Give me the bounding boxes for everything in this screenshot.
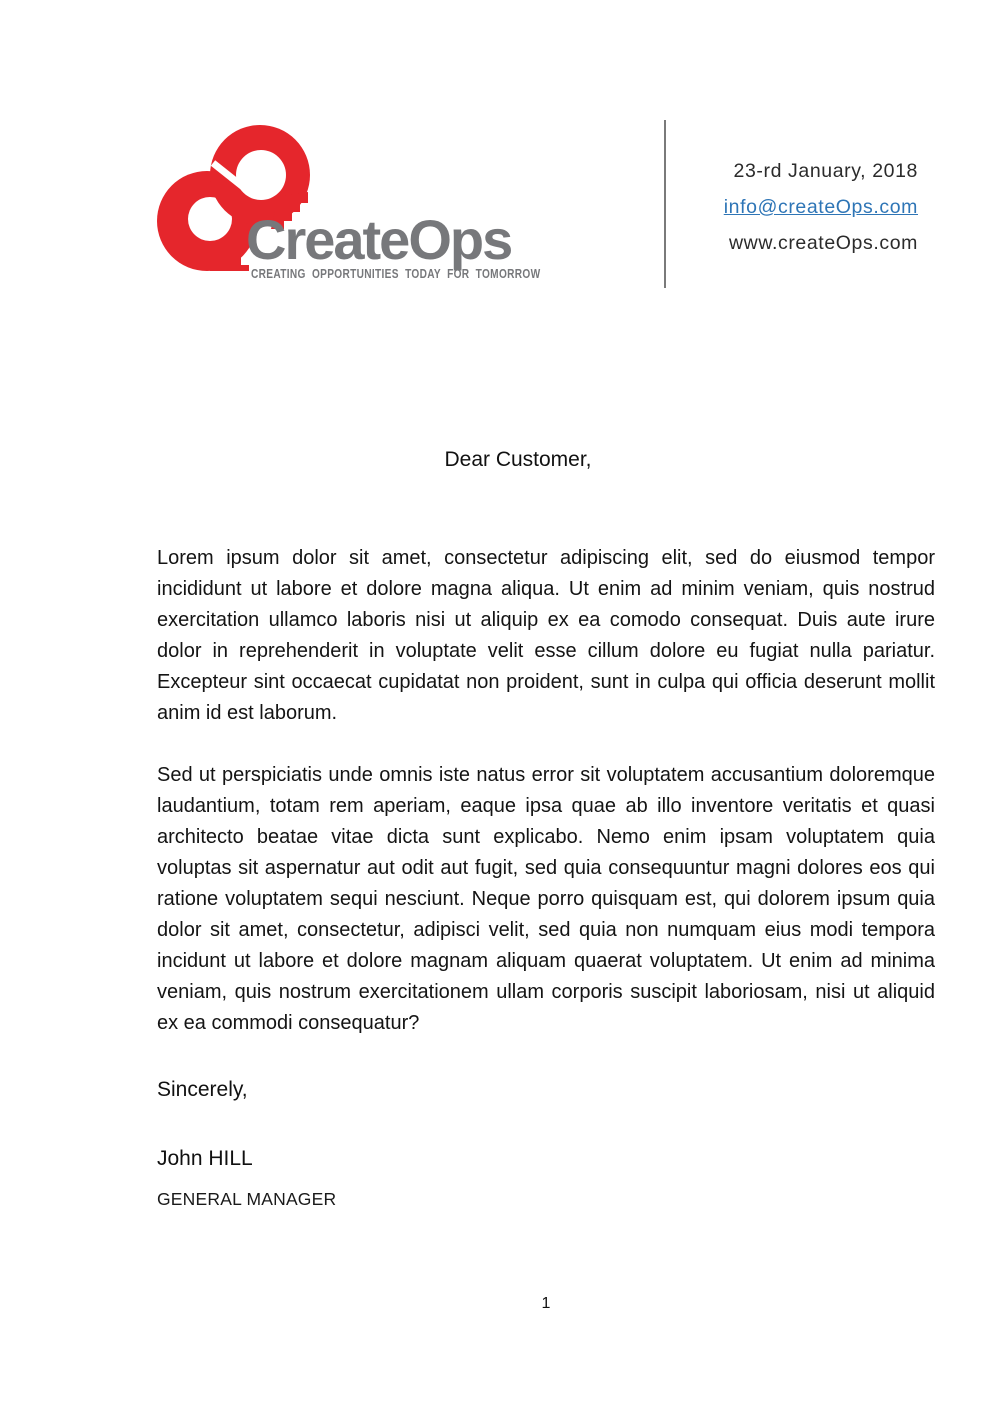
header-contact-block (724, 160, 918, 268)
brand-wordmark: CreateOps (246, 208, 512, 271)
letter-paragraph-2: Sed ut perspiciatis unde omnis iste natus error sit voluptatem accusantium doloremque laudantium, totam rem aperiam, eaque ipsa quae ab illo inventore veritatis et quasi architecto beatae vitae dicta sunt explicabo. Nemo enim ipsam voluptatem quia voluptas sit aspernatur aut odit aut fugit, sed quia consequuntur magni dolores eos qui ratione voluptatem sequi nesciunt. Neque porro quisquam est, qui dolorem ipsum quia dolor sit amet, consectetur, adipisci velit, sed quia non numquam eius modi tempora incidunt ut labore et dolore magnam aliquam quaerat voluptatem. Ut enim ad minima veniam, quis nostrum exercitationem ullam corporis suscipit laboriosam, nisi ut aliquid ex ea commodi consequatur? (157, 764, 935, 1034)
letter-paragraph-1: Lorem ipsum dolor sit amet, consectetur adipiscing elit, sed do eiusmod tempor incididunt ut labore et dolore magna aliqua. Ut enim ad minim veniam, quis nostrud exercitation ullamco laboris nisi ut aliquip ex ea comodo consequat. Duis aute irure dolor in reprehenderit in voluptate velit esse cillum dolore eu fugiat nulla pariatur. Excepteur sint occaecat cupidatat non proident, sunt in culpa qui officia deserunt mollit anim id est laborum. (157, 547, 935, 724)
website-text: www.createOps.com (728, 232, 918, 254)
letter-date: 23-rd January, 2018 (733, 160, 918, 182)
brand-tagline: CREATING OPPORTUNITIES TODAY FOR TOMORROW (251, 266, 541, 281)
email-link[interactable]: info@createOps.com (723, 196, 918, 218)
closing: Sincerely, (157, 1078, 248, 1101)
salutation: Dear Customer, (444, 448, 592, 471)
signature-name: John HILL (157, 1147, 253, 1170)
signature-title: GENERAL MANAGER (157, 1189, 337, 1209)
page-number: 1 (541, 1295, 551, 1312)
header-divider (664, 120, 666, 288)
